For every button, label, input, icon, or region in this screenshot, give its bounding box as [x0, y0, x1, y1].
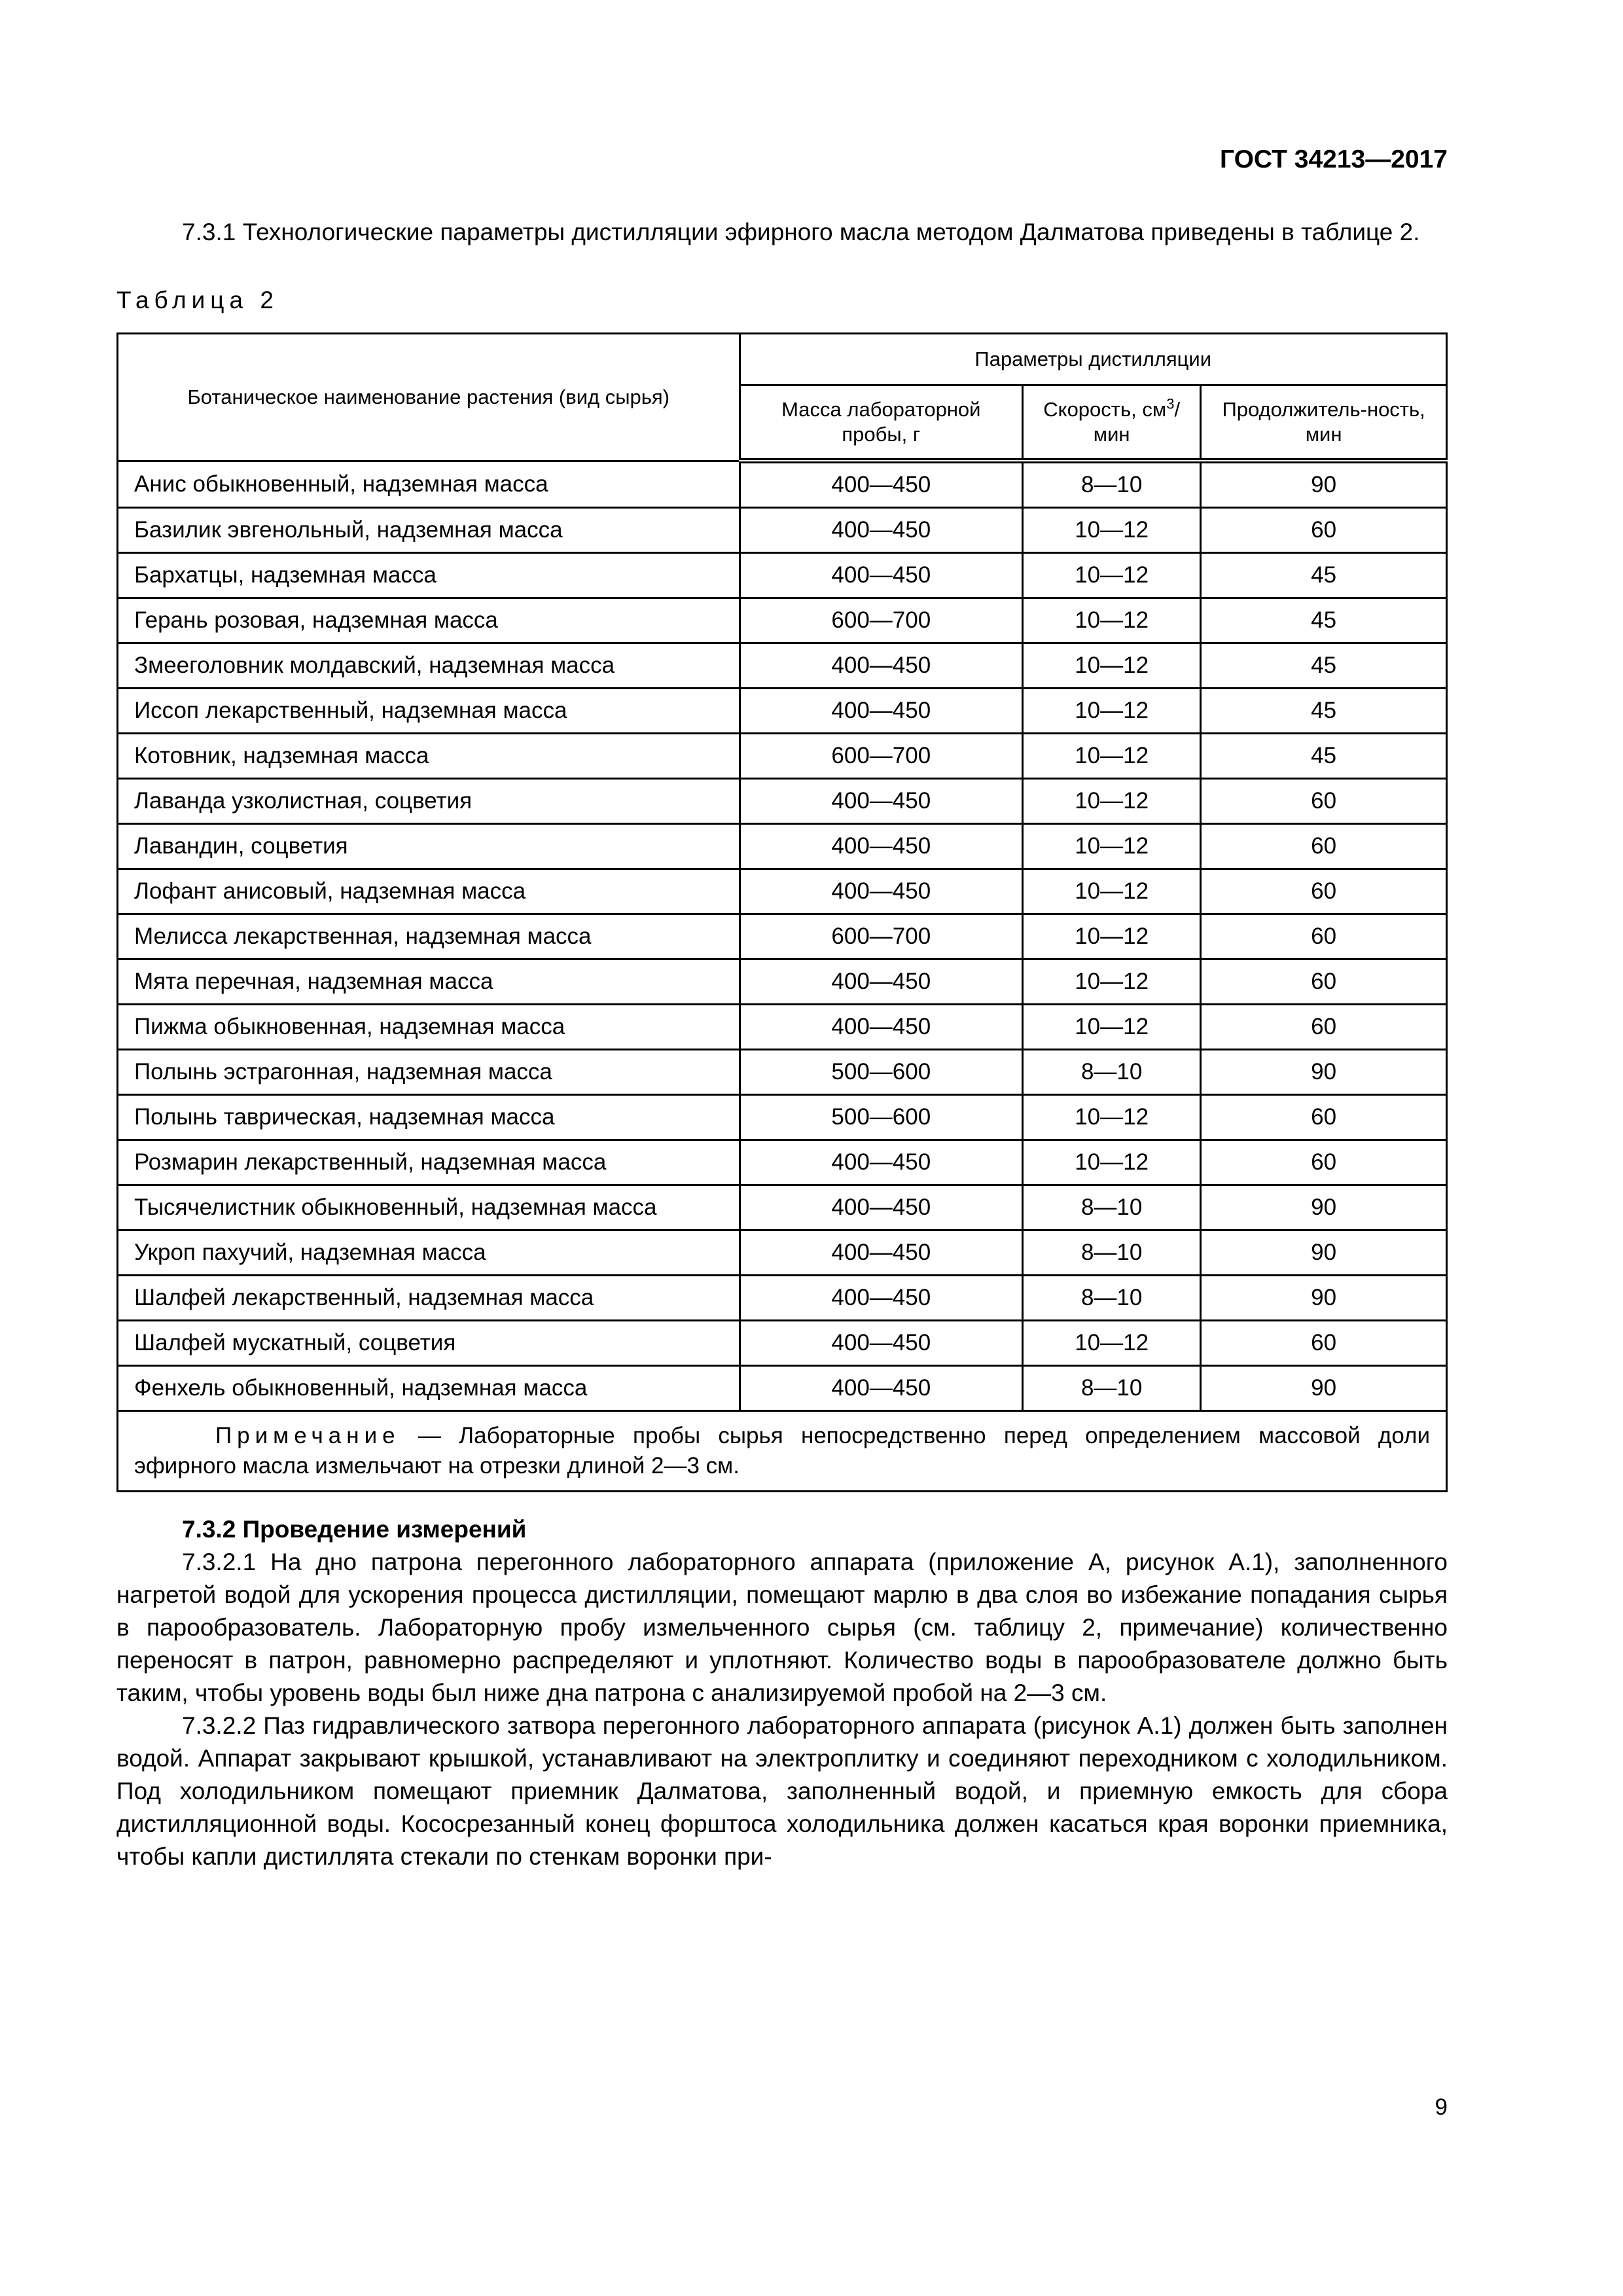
sample-mass-cell: 400—450: [740, 1276, 1023, 1321]
table-row: [118, 1366, 1447, 1411]
page-content: [116, 216, 1448, 1873]
header-sample-mass: Масса лабораторной пробы, г: [740, 386, 1023, 461]
header-plant-name: Ботаническое наименование растения (вид сырья): [118, 334, 740, 461]
sample-mass-cell: 600—700: [740, 734, 1023, 779]
duration-cell: 45: [1201, 643, 1447, 689]
speed-cell: 8—10: [1023, 1050, 1201, 1095]
speed-cell: 10—12: [1023, 553, 1201, 598]
duration-cell: 90: [1201, 1276, 1447, 1321]
table-row: [118, 960, 1447, 1005]
speed-cell: 10—12: [1023, 1005, 1201, 1050]
duration-cell: 90: [1201, 1230, 1447, 1276]
sample-mass-cell: 400—450: [740, 1005, 1023, 1050]
sample-mass-cell: 500—600: [740, 1050, 1023, 1095]
duration-cell: 60: [1201, 779, 1447, 824]
table-row: [118, 1321, 1447, 1366]
table-caption: Таблица 2: [116, 287, 279, 314]
plant-name-cell: Лофант анисовый, надземная масса: [118, 869, 740, 914]
plant-name-cell: Шалфей мускатный, соцветия: [118, 1321, 740, 1366]
sample-mass-cell: 400—450: [740, 461, 1023, 508]
duration-cell: 60: [1201, 1005, 1447, 1050]
duration-cell: 60: [1201, 508, 1447, 553]
speed-cell: 10—12: [1023, 824, 1201, 869]
speed-cell: 8—10: [1023, 461, 1201, 508]
duration-cell: 60: [1201, 869, 1447, 914]
speed-cell: 10—12: [1023, 1321, 1201, 1366]
table-row: [118, 914, 1447, 960]
sample-mass-cell: 400—450: [740, 508, 1023, 553]
speed-cell: 8—10: [1023, 1230, 1201, 1276]
sample-mass-cell: 400—450: [740, 1230, 1023, 1276]
duration-cell: 45: [1201, 734, 1447, 779]
section-title: 7.3.2 Проведение измерений: [182, 1516, 527, 1543]
table-body: [118, 461, 1447, 1411]
speed-cell: 10—12: [1023, 960, 1201, 1005]
plant-name-cell: Пижма обыкновенная, надземная масса: [118, 1005, 740, 1050]
duration-cell: 90: [1201, 1050, 1447, 1095]
plant-name-cell: Лаванда узколистная, соцветия: [118, 779, 740, 824]
duration-cell: 60: [1201, 1140, 1447, 1185]
sample-mass-cell: 400—450: [740, 869, 1023, 914]
section-paragraph: 7.3.2.2 Паз гидравлического затвора перегонного лабораторного аппарата (рисунок А.1) должен быть заполнен водой. Аппарат закрывают крышкой, устанавливают на электроплитку и соединяют переходником с холодильником. Под холодильником помещают приемник Далматова, заполненный водой, и приемную емкость для сбора дистилляционной воды. Кососрезанный конец форштоса холодильника должен касаться края воронки приемника, чтобы капли дистиллята стекали по стенкам воронки при-: [116, 1712, 1448, 1870]
sample-mass-cell: 400—450: [740, 824, 1023, 869]
plant-name-cell: Бархатцы, надземная масса: [118, 553, 740, 598]
sample-mass-cell: 400—450: [740, 643, 1023, 689]
duration-cell: 60: [1201, 1321, 1447, 1366]
sample-mass-cell: 400—450: [740, 1185, 1023, 1230]
plant-name-cell: Укроп пахучий, надземная масса: [118, 1230, 740, 1276]
sample-mass-cell: 400—450: [740, 689, 1023, 734]
table-note-row: [118, 1411, 1447, 1492]
table-row: [118, 553, 1447, 598]
distillation-parameters-table: [116, 332, 1448, 1492]
duration-cell: 90: [1201, 1185, 1447, 1230]
speed-cell: 10—12: [1023, 734, 1201, 779]
header-speed-prefix: Скорость, см: [1043, 398, 1167, 421]
duration-cell: 60: [1201, 824, 1447, 869]
header-distillation-parameters: Параметры дистилляции: [740, 334, 1447, 386]
sample-mass-cell: 400—450: [740, 779, 1023, 824]
note-label: Примечание: [215, 1423, 401, 1448]
duration-cell: 45: [1201, 553, 1447, 598]
table-row: [118, 1140, 1447, 1185]
header-speed: [1023, 386, 1201, 461]
speed-cell: 10—12: [1023, 643, 1201, 689]
intro-paragraph: 7.3.1 Технологические параметры дистилляции эфирного масла методом Далматова приведены в таблице 2.: [182, 219, 1420, 245]
table-row: [118, 779, 1447, 824]
sample-mass-cell: 400—450: [740, 553, 1023, 598]
plant-name-cell: Тысячелистник обыкновенный, надземная масса: [118, 1185, 740, 1230]
table-row: [118, 1095, 1447, 1140]
sample-mass-cell: 400—450: [740, 960, 1023, 1005]
speed-cell: 10—12: [1023, 508, 1201, 553]
duration-cell: 45: [1201, 689, 1447, 734]
table-row: [118, 1005, 1447, 1050]
duration-cell: 60: [1201, 960, 1447, 1005]
duration-cell: 45: [1201, 598, 1447, 643]
table-row: [118, 643, 1447, 689]
table-row: [118, 1276, 1447, 1321]
table-row: [118, 869, 1447, 914]
table-row: [118, 598, 1447, 643]
plant-name-cell: Полынь таврическая, надземная масса: [118, 1095, 740, 1140]
plant-name-cell: Мелисса лекарственная, надземная масса: [118, 914, 740, 960]
speed-cell: 10—12: [1023, 689, 1201, 734]
table-row: [118, 1230, 1447, 1276]
sample-mass-cell: 500—600: [740, 1095, 1023, 1140]
speed-cell: 10—12: [1023, 1095, 1201, 1140]
speed-cell: 8—10: [1023, 1366, 1201, 1411]
speed-cell: 10—12: [1023, 598, 1201, 643]
sample-mass-cell: 400—450: [740, 1366, 1023, 1411]
plant-name-cell: Змееголовник молдавский, надземная масса: [118, 643, 740, 689]
section-paragraph: 7.3.2.1 На дно патрона перегонного лабораторного аппарата (приложение А, рисунок А.1), заполненного нагретой водой для ускорения процесса дистилляции, помещают марлю в два слоя во избежание попадания сырья в парообразователь. Лабораторную пробу измельченного сырья (см. таблицу 2, примечание) количественно переносят в патрон, равномерно распределяют и уплотняют. Количество воды в парообразователе должно быть таким, чтобы уровень воды был ниже дна патрона с анализируемой пробой на 2—3 см.: [116, 1549, 1448, 1706]
measurement-section: [116, 1513, 1448, 1873]
page-number: 9: [1435, 2094, 1448, 2120]
speed-cell: 10—12: [1023, 869, 1201, 914]
header-duration: Продолжитель-ность, мин: [1201, 386, 1447, 461]
table-row: [118, 1050, 1447, 1095]
sample-mass-cell: 600—700: [740, 914, 1023, 960]
plant-name-cell: Анис обыкновенный, надземная масса: [118, 461, 740, 508]
sample-mass-cell: 600—700: [740, 598, 1023, 643]
duration-cell: 90: [1201, 1366, 1447, 1411]
header-speed-sup: 3: [1166, 395, 1175, 412]
plant-name-cell: Базилик эвгенольный, надземная масса: [118, 508, 740, 553]
sample-mass-cell: 400—450: [740, 1321, 1023, 1366]
plant-name-cell: Иссоп лекарственный, надземная масса: [118, 689, 740, 734]
table-row: [118, 689, 1447, 734]
plant-name-cell: Лавандин, соцветия: [118, 824, 740, 869]
speed-cell: 10—12: [1023, 1140, 1201, 1185]
table-row: [118, 508, 1447, 553]
header-speed-suffix: /мин: [1093, 398, 1181, 446]
plant-name-cell: Герань розовая, надземная масса: [118, 598, 740, 643]
duration-cell: 60: [1201, 1095, 1447, 1140]
table-row: [118, 824, 1447, 869]
plant-name-cell: Шалфей лекарственный, надземная масса: [118, 1276, 740, 1321]
plant-name-cell: Розмарин лекарственный, надземная масса: [118, 1140, 740, 1185]
table-note: [118, 1411, 1447, 1492]
plant-name-cell: Полынь эстрагонная, надземная масса: [118, 1050, 740, 1095]
speed-cell: 10—12: [1023, 914, 1201, 960]
standard-code: ГОСТ 34213—2017: [1220, 145, 1448, 173]
plant-name-cell: Фенхель обыкновенный, надземная масса: [118, 1366, 740, 1411]
table-row: [118, 734, 1447, 779]
duration-cell: 60: [1201, 914, 1447, 960]
plant-name-cell: Котовник, надземная масса: [118, 734, 740, 779]
speed-cell: 8—10: [1023, 1185, 1201, 1230]
speed-cell: 10—12: [1023, 779, 1201, 824]
note-text: — Лабораторные пробы сырья непосредственно перед определением массовой доли эфирного масла измельчают на отрезки длиной 2—3 см.: [134, 1423, 1430, 1479]
table-row: [118, 461, 1447, 508]
table-row: [118, 1185, 1447, 1230]
speed-cell: 8—10: [1023, 1276, 1201, 1321]
plant-name-cell: Мята перечная, надземная масса: [118, 960, 740, 1005]
duration-cell: 90: [1201, 461, 1447, 508]
sample-mass-cell: 400—450: [740, 1140, 1023, 1185]
